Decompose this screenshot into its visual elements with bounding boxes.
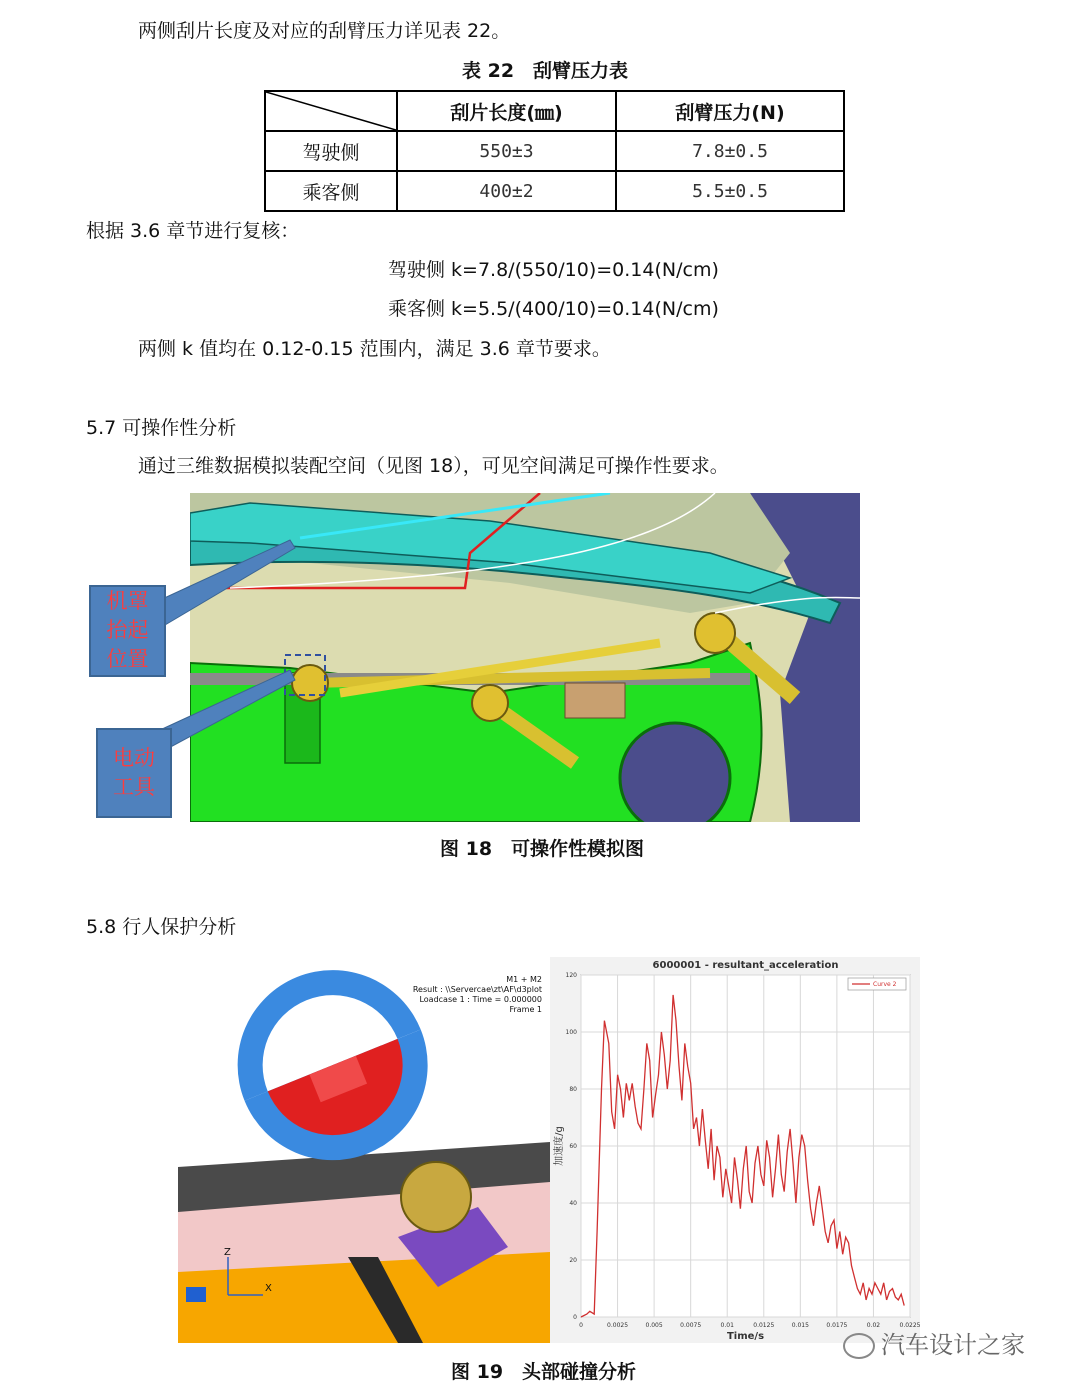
watermark-text: 汽车设计之家	[881, 1331, 1025, 1359]
x-tick-label: 0.015	[791, 1322, 809, 1329]
callout-pointers	[150, 530, 310, 750]
y-tick-label: 40	[569, 1200, 577, 1207]
acceleration-chart	[550, 957, 920, 1343]
chart-svg	[550, 957, 920, 1343]
table-diagonal-cell	[265, 91, 397, 131]
x-tick-label: 0.0075	[680, 1322, 702, 1329]
chart-title: 6000001 - resultant_acceleration	[652, 960, 839, 971]
sim-header-line: Result : \\Servercae\zt\AF\d3plot	[412, 985, 542, 994]
diagonal-line	[266, 92, 396, 130]
callout-line: 位置	[106, 647, 149, 671]
header-force: 刮臂压力(N)	[616, 91, 844, 131]
y-axis-label: 加速度/g	[554, 1126, 565, 1166]
x-tick-label: 0.005	[645, 1322, 663, 1329]
x-tick-label: 0.02	[866, 1322, 881, 1329]
row-label: 驾驶侧	[265, 131, 397, 171]
x-tick-label: 0.0125	[753, 1322, 775, 1329]
axis-z-label: Z	[224, 1247, 231, 1258]
axis-x-label: X	[265, 1283, 272, 1294]
sim-header-line: Loadcase 1 : Time = 0.000000	[419, 995, 542, 1004]
review-intro: 根据 3.6 章节进行复核：	[86, 220, 300, 242]
callout-power-tool	[96, 728, 172, 818]
review-conclusion: 两侧 k 值均在 0.12-0.15 范围内，满足 3.6 章节要求。	[138, 338, 611, 360]
y-tick-label: 100	[565, 1029, 577, 1036]
table-header-row	[265, 91, 844, 131]
head-impact-sim	[178, 957, 550, 1343]
row-force: 7.8±0.5	[616, 131, 844, 171]
row-force: 5.5±0.5	[616, 171, 844, 211]
callout-line: 电动	[113, 746, 155, 770]
y-tick-label: 60	[569, 1143, 577, 1150]
x-tick-label: 0	[579, 1322, 583, 1329]
formula-passenger: 乘客侧 k=5.5/(400/10)=0.14(N/cm)	[388, 298, 719, 320]
row-label: 乘客侧	[265, 171, 397, 211]
table-row	[265, 171, 844, 211]
table-caption: 表 22 刮臂压力表	[462, 60, 629, 82]
section-text: 通过三维数据模拟装配空间（见图 18），可见空间满足可操作性要求。	[138, 455, 729, 477]
callout-line: 机罩	[106, 589, 149, 613]
sim-header-line: Frame 1	[509, 1005, 542, 1014]
y-tick-label: 120	[565, 972, 577, 979]
callout-hood-raise	[89, 585, 166, 677]
sim-header	[413, 975, 542, 1015]
x-tick-label: 0.01	[720, 1322, 734, 1329]
legend-label: Curve 2	[873, 981, 897, 988]
section-heading: 5.8 行人保护分析	[86, 916, 237, 938]
sim-header-line: M1 + M2	[506, 975, 542, 984]
x-tick-label: 0.0175	[826, 1322, 848, 1329]
y-tick-label: 0	[573, 1314, 577, 1321]
figure-18-caption: 图 18 可操作性模拟图	[440, 838, 645, 860]
figure-19-caption: 图 19 头部碰撞分析	[451, 1361, 637, 1383]
callout-line: 工具	[113, 775, 155, 799]
arm-pressure-table	[264, 90, 845, 212]
section-heading: 5.7 可操作性分析	[86, 417, 237, 439]
header-length: 刮片长度(㎜)	[397, 91, 616, 131]
y-tick-label: 20	[569, 1257, 577, 1264]
row-length: 400±2	[397, 171, 616, 211]
y-tick-label: 80	[569, 1086, 577, 1093]
watermark	[843, 1325, 1025, 1360]
intro-line: 两侧刮片长度及对应的刮臂压力详见表 22。	[138, 20, 511, 42]
formula-driver: 驾驶侧 k=7.8/(550/10)=0.14(N/cm)	[388, 259, 719, 281]
x-tick-label: 0.0225	[899, 1322, 920, 1329]
row-length: 550±3	[397, 131, 616, 171]
wechat-icon	[843, 1333, 875, 1359]
x-axis-label: Time/s	[726, 1331, 765, 1342]
callout-line: 抬起	[106, 618, 149, 642]
x-tick-label: 0.0025	[607, 1322, 629, 1329]
table-row	[265, 131, 844, 171]
